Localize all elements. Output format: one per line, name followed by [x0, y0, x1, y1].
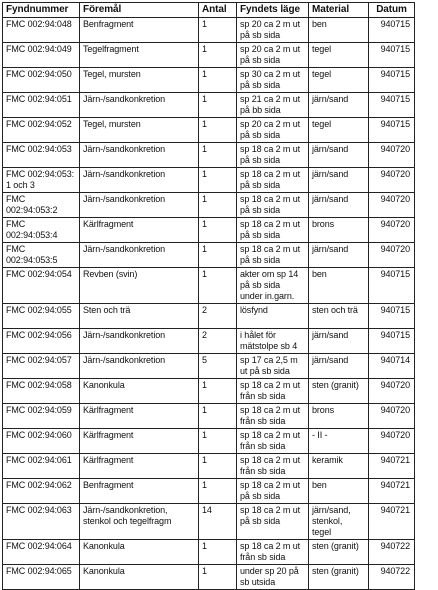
- cell-datum: 940715: [369, 93, 415, 118]
- cell-material: tegel: [309, 68, 369, 93]
- cell-antal: 14: [199, 504, 237, 540]
- cell-foremal: Tegel, mursten: [80, 118, 199, 143]
- cell-foremal: Kanonkula: [80, 565, 199, 590]
- cell-fyndets-lage: i hålet för mätstolpe sb 4: [237, 329, 309, 354]
- cell-datum: 940715: [369, 18, 415, 43]
- cell-datum: 940715: [369, 304, 415, 329]
- cell-datum: 940715: [369, 118, 415, 143]
- cell-fyndets-lage: sp 18 ca 2 m ut från sb sida: [237, 404, 309, 429]
- table-row: [3, 118, 415, 143]
- cell-datum: 940722: [369, 565, 415, 590]
- cell-fyndets-lage: sp 20 ca 2 m ut på sb sida: [237, 43, 309, 68]
- cell-material: järn/sand: [309, 193, 369, 218]
- cell-fyndnummer: FMC 002:94:054: [3, 268, 80, 304]
- cell-fyndnummer: FMC 002:94:058: [3, 379, 80, 404]
- cell-fyndets-lage: sp 17 ca 2,5 m ut på sb sida: [237, 354, 309, 379]
- cell-fyndets-lage: akter om sp 14 på sb sida under in.garn.: [237, 268, 309, 304]
- cell-antal: 1: [199, 429, 237, 454]
- cell-fyndnummer: FMC 002:94:053: [3, 143, 80, 168]
- cell-fyndnummer: FMC 002:94:065: [3, 565, 80, 590]
- cell-datum: 940720: [369, 193, 415, 218]
- cell-foremal: Järn-/sandkonkretion: [80, 354, 199, 379]
- cell-fyndets-lage: sp 18 ca 2 m ut på sb sida: [237, 243, 309, 268]
- cell-antal: 1: [199, 404, 237, 429]
- cell-material: tegel: [309, 118, 369, 143]
- cell-fyndnummer: FMC 002:94:051: [3, 93, 80, 118]
- header-row: [3, 3, 415, 18]
- cell-antal: 1: [199, 193, 237, 218]
- cell-fyndnummer: FMC 002:94:048: [3, 18, 80, 43]
- cell-antal: 1: [199, 93, 237, 118]
- cell-antal: 1: [199, 479, 237, 504]
- cell-material: järn/sand: [309, 329, 369, 354]
- cell-datum: 940720: [369, 379, 415, 404]
- table-row: [3, 93, 415, 118]
- table-row: [3, 193, 415, 218]
- cell-material: sten (granit): [309, 565, 369, 590]
- table-row: [3, 504, 415, 540]
- cell-material: järn/sand: [309, 243, 369, 268]
- cell-datum: 940721: [369, 479, 415, 504]
- cell-foremal: Kärlfragment: [80, 429, 199, 454]
- cell-antal: 1: [199, 268, 237, 304]
- cell-material: tegel: [309, 43, 369, 68]
- table-row: [3, 404, 415, 429]
- cell-antal: 1: [199, 43, 237, 68]
- cell-datum: 940720: [369, 218, 415, 243]
- cell-foremal: Benfragment: [80, 479, 199, 504]
- cell-antal: 1: [199, 540, 237, 565]
- cell-antal: 1: [199, 143, 237, 168]
- table-row: [3, 243, 415, 268]
- cell-foremal: Järn-/sandkonkretion: [80, 168, 199, 193]
- cell-fyndnummer: FMC 002:94:050: [3, 68, 80, 93]
- cell-datum: 940715: [369, 329, 415, 354]
- cell-foremal: Sten och trä: [80, 304, 199, 329]
- cell-fyndets-lage: sp 30 ca 2 m ut på sb sida: [237, 68, 309, 93]
- cell-datum: 940720: [369, 404, 415, 429]
- cell-fyndnummer: FMC 002:94:053:4: [3, 218, 80, 243]
- header-antal: Antal: [199, 3, 237, 18]
- cell-antal: 1: [199, 118, 237, 143]
- cell-fyndets-lage: sp 18 ca 2 m ut på sb sida: [237, 143, 309, 168]
- cell-datum: 940714: [369, 354, 415, 379]
- cell-material: järn/sand: [309, 354, 369, 379]
- cell-fyndets-lage: sp 18 ca 2 m ut från sb sida: [237, 429, 309, 454]
- table-row: [3, 304, 415, 329]
- cell-foremal: Järn-/sandkonkretion, stenkol och tegelfragm: [80, 504, 199, 540]
- cell-fyndnummer: FMC 002:94:057: [3, 354, 80, 379]
- cell-foremal: Tegel, mursten: [80, 68, 199, 93]
- cell-fyndets-lage: lösfynd: [237, 304, 309, 329]
- table-row: [3, 479, 415, 504]
- header-fyndnummer: Fyndnummer: [3, 3, 80, 18]
- cell-foremal: Kärlfragment: [80, 218, 199, 243]
- cell-datum: 940715: [369, 68, 415, 93]
- cell-antal: 1: [199, 565, 237, 590]
- header-fyndets-lage: Fyndets läge: [237, 3, 309, 18]
- cell-fyndets-lage: sp 18 ca 2 m ut från sb sida: [237, 454, 309, 479]
- cell-fyndets-lage: sp 18 ca 2 m ut på sb sida: [237, 168, 309, 193]
- cell-fyndets-lage: sp 20 ca 2 m ut på sb sida: [237, 18, 309, 43]
- table-row: [3, 454, 415, 479]
- cell-foremal: Kärlfragment: [80, 454, 199, 479]
- cell-fyndnummer: FMC 002:94:060: [3, 429, 80, 454]
- cell-foremal: Kanonkula: [80, 540, 199, 565]
- cell-fyndnummer: FMC 002:94:061: [3, 454, 80, 479]
- table-row: [3, 218, 415, 243]
- cell-foremal: Järn-/sandkonkretion: [80, 243, 199, 268]
- cell-datum: 940715: [369, 43, 415, 68]
- cell-datum: 940721: [369, 504, 415, 540]
- cell-antal: 1: [199, 168, 237, 193]
- find-register-table-container: [2, 2, 415, 590]
- cell-fyndets-lage: sp 18 ca 2 m ut på sb sida: [237, 193, 309, 218]
- cell-antal: 1: [199, 454, 237, 479]
- cell-fyndets-lage: under sp 20 på sb utsida: [237, 565, 309, 590]
- cell-datum: 940720: [369, 429, 415, 454]
- cell-material: - II -: [309, 429, 369, 454]
- table-row: [3, 540, 415, 565]
- table-row: [3, 43, 415, 68]
- cell-foremal: Järn-/sandkonkretion: [80, 193, 199, 218]
- cell-foremal: Järn-/sandkonkretion: [80, 93, 199, 118]
- cell-foremal: Kärlfragment: [80, 404, 199, 429]
- table-body: [3, 18, 415, 590]
- header-material: Material: [309, 3, 369, 18]
- cell-material: järn/sand: [309, 93, 369, 118]
- table-row: [3, 68, 415, 93]
- cell-antal: 1: [199, 243, 237, 268]
- header-datum: Datum: [369, 3, 415, 18]
- cell-antal: 2: [199, 329, 237, 354]
- cell-antal: 1: [199, 68, 237, 93]
- table-row: [3, 329, 415, 354]
- cell-datum: 940715: [369, 268, 415, 304]
- cell-material: brons: [309, 404, 369, 429]
- cell-fyndets-lage: sp 20 ca 2 m ut på sb sida: [237, 118, 309, 143]
- cell-fyndets-lage: sp 18 ca 2 m ut på sb sida: [237, 479, 309, 504]
- cell-fyndets-lage: sp 18 ca 2 m ut från sb sida: [237, 379, 309, 404]
- cell-foremal: Kanonkula: [80, 379, 199, 404]
- cell-fyndets-lage: sp 21 ca 2 m ut på bb sida: [237, 93, 309, 118]
- table-row: [3, 379, 415, 404]
- cell-fyndnummer: FMC 002:94:056: [3, 329, 80, 354]
- table-row: [3, 18, 415, 43]
- table-row: [3, 143, 415, 168]
- cell-fyndnummer: FMC 002:94:053:2: [3, 193, 80, 218]
- cell-datum: 940720: [369, 143, 415, 168]
- cell-fyndets-lage: sp 18 ca 2 m ut på sb sida: [237, 218, 309, 243]
- cell-fyndnummer: FMC 002:94:053:5: [3, 243, 80, 268]
- cell-material: järn/sand: [309, 168, 369, 193]
- cell-antal: 1: [199, 218, 237, 243]
- cell-fyndets-lage: sp 18 ca 2 m ut från sb sida: [237, 540, 309, 565]
- cell-fyndnummer: FMC 002:94:063: [3, 504, 80, 540]
- cell-antal: 5: [199, 354, 237, 379]
- cell-foremal: Järn-/sandkonkretion: [80, 143, 199, 168]
- cell-material: keramik: [309, 454, 369, 479]
- cell-material: ben: [309, 268, 369, 304]
- cell-fyndnummer: FMC 002:94:055: [3, 304, 80, 329]
- table-row: [3, 354, 415, 379]
- cell-material: sten (granit): [309, 540, 369, 565]
- cell-material: sten (granit): [309, 379, 369, 404]
- table-header: [3, 3, 415, 18]
- cell-antal: 1: [199, 18, 237, 43]
- table-row: [3, 268, 415, 304]
- cell-foremal: Benfragment: [80, 18, 199, 43]
- cell-datum: 940722: [369, 540, 415, 565]
- cell-material: brons: [309, 218, 369, 243]
- cell-antal: 1: [199, 379, 237, 404]
- table-row: [3, 565, 415, 590]
- cell-material: järn/sand: [309, 143, 369, 168]
- cell-material: ben: [309, 479, 369, 504]
- find-register-table: [2, 2, 415, 590]
- table-row: [3, 168, 415, 193]
- cell-material: järn/sand, stenkol, tegel: [309, 504, 369, 540]
- cell-fyndnummer: FMC 002:94:062: [3, 479, 80, 504]
- cell-fyndnummer: FMC 002:94:064: [3, 540, 80, 565]
- cell-antal: 2: [199, 304, 237, 329]
- cell-fyndnummer: FMC 002:94:052: [3, 118, 80, 143]
- cell-datum: 940721: [369, 454, 415, 479]
- cell-material: sten och trä: [309, 304, 369, 329]
- cell-datum: 940720: [369, 243, 415, 268]
- cell-fyndnummer: FMC 002:94:053: 1 och 3: [3, 168, 80, 193]
- cell-fyndets-lage: sp 18 ca 2 m ut på sb sida: [237, 504, 309, 540]
- header-foremal: Föremål: [80, 3, 199, 18]
- cell-datum: 940720: [369, 168, 415, 193]
- table-row: [3, 429, 415, 454]
- cell-foremal: Revben (svin): [80, 268, 199, 304]
- cell-fyndnummer: FMC 002:94:059: [3, 404, 80, 429]
- cell-foremal: Järn-/sandkonkretion: [80, 329, 199, 354]
- cell-material: ben: [309, 18, 369, 43]
- cell-foremal: Tegelfragment: [80, 43, 199, 68]
- cell-fyndnummer: FMC 002:94:049: [3, 43, 80, 68]
